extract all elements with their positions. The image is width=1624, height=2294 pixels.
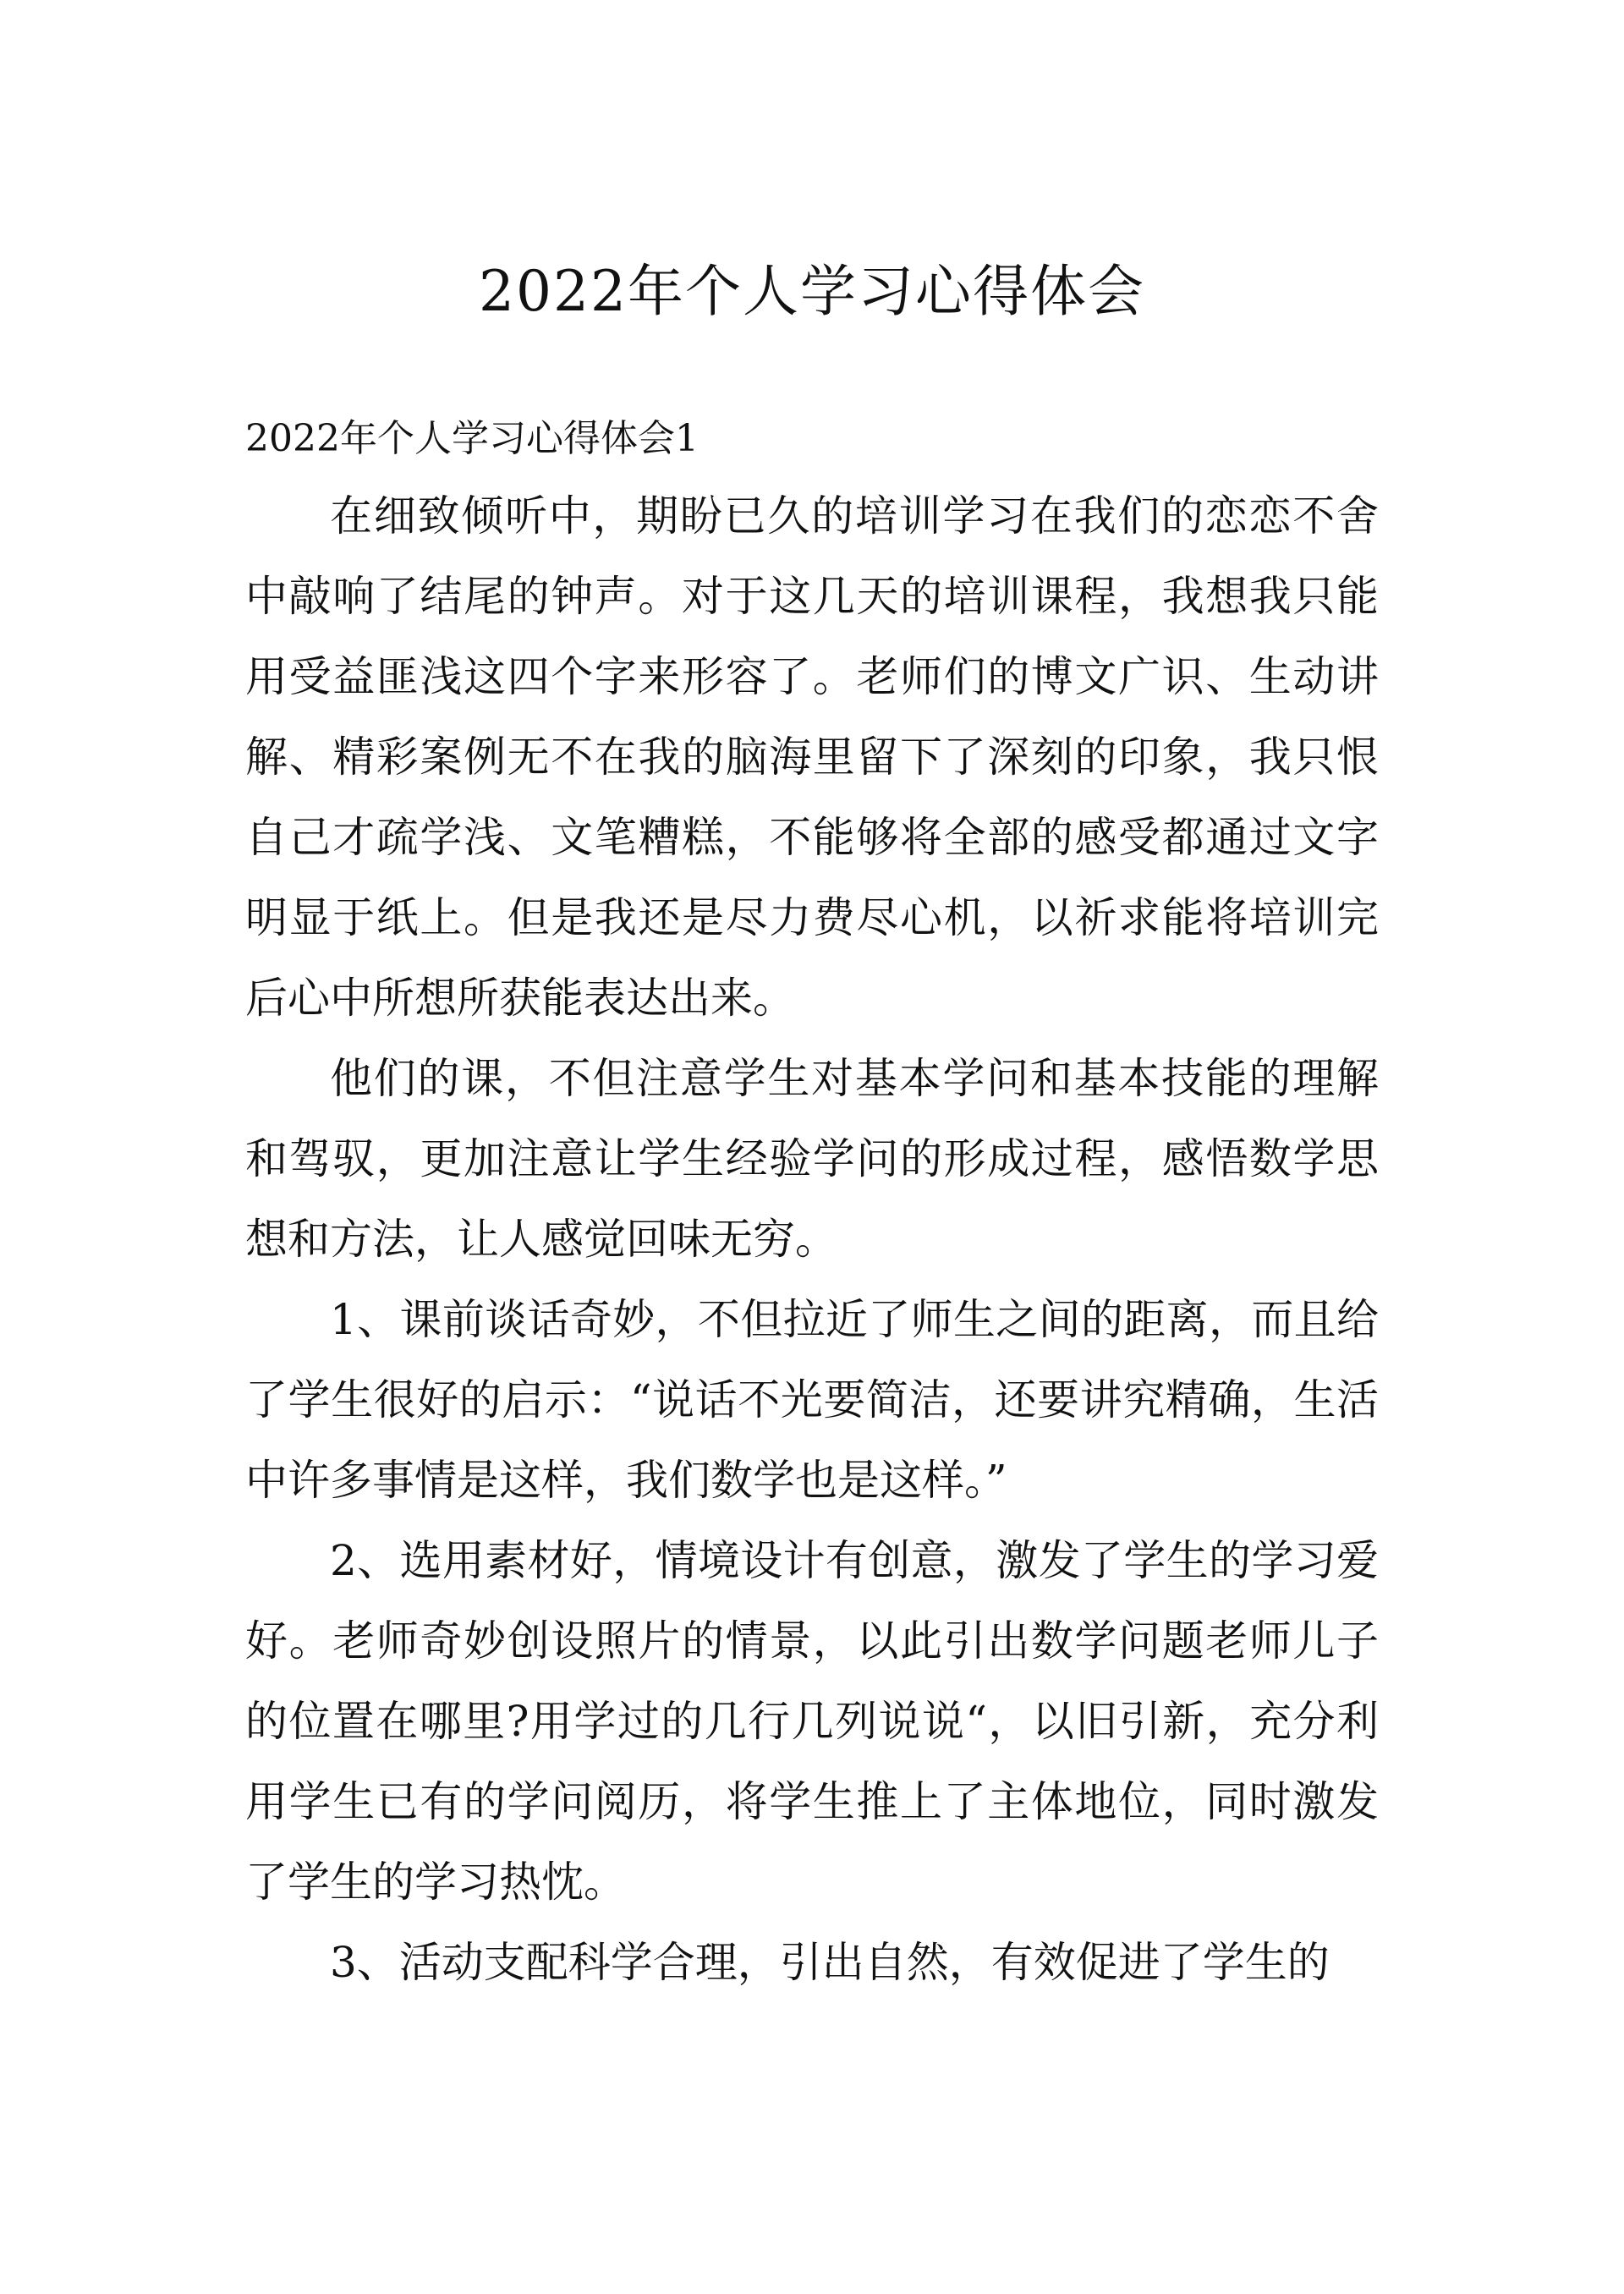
paragraph-3: 1、课前谈话奇妙，不但拉近了师生之间的距离，而且给了学生很好的启示：“说话不光要简洁，还要讲究精确，生活中许多事情是这样，我们数学也是这样。” xyxy=(245,1295,1379,1505)
paragraph-5: 3、活动支配科学合理，引出自然，有效促进了学生的 xyxy=(330,1938,1330,1987)
document-body xyxy=(245,402,1379,2003)
section-heading: 2022年个人学习心得体会1 xyxy=(245,417,699,460)
paragraph-4: 2、选用素材好，情境设计有创意，激发了学生的学习爱好。老师奇妙创设照片的情景，以此引出数学问题老师儿子的位置在哪里?用学过的几行几列说说“，以旧引新，充分利用学生已有的学问阅历，将学生推上了主体地位，同时激发了学生的学习热忱。 xyxy=(245,1536,1379,1907)
paragraph-2: 他们的课，不但注意学生对基本学问和基本技能的理解和驾驭，更加注意让学生经验学问的形成过程，感悟数学思想和方法，让人感觉回味无穷。 xyxy=(245,1054,1379,1264)
document-title: 2022年个人学习心得体会 xyxy=(479,259,1145,324)
paragraph-1: 在细致倾听中，期盼已久的培训学习在我们的恋恋不舍中敲响了结尾的钟声。对于这几天的培训课程，我想我只能用受益匪浅这四个字来形容了。老师们的博文广识、生动讲解、精彩案例无不在我的脑海里留下了深刻的印象，我只恨自己才疏学浅、文笔糟糕，不能够将全部的感受都通过文字明显于纸上。但是我还是尽力费尽心机，以祈求能将培训完后心中所想所获能表达出来。 xyxy=(245,491,1379,1023)
